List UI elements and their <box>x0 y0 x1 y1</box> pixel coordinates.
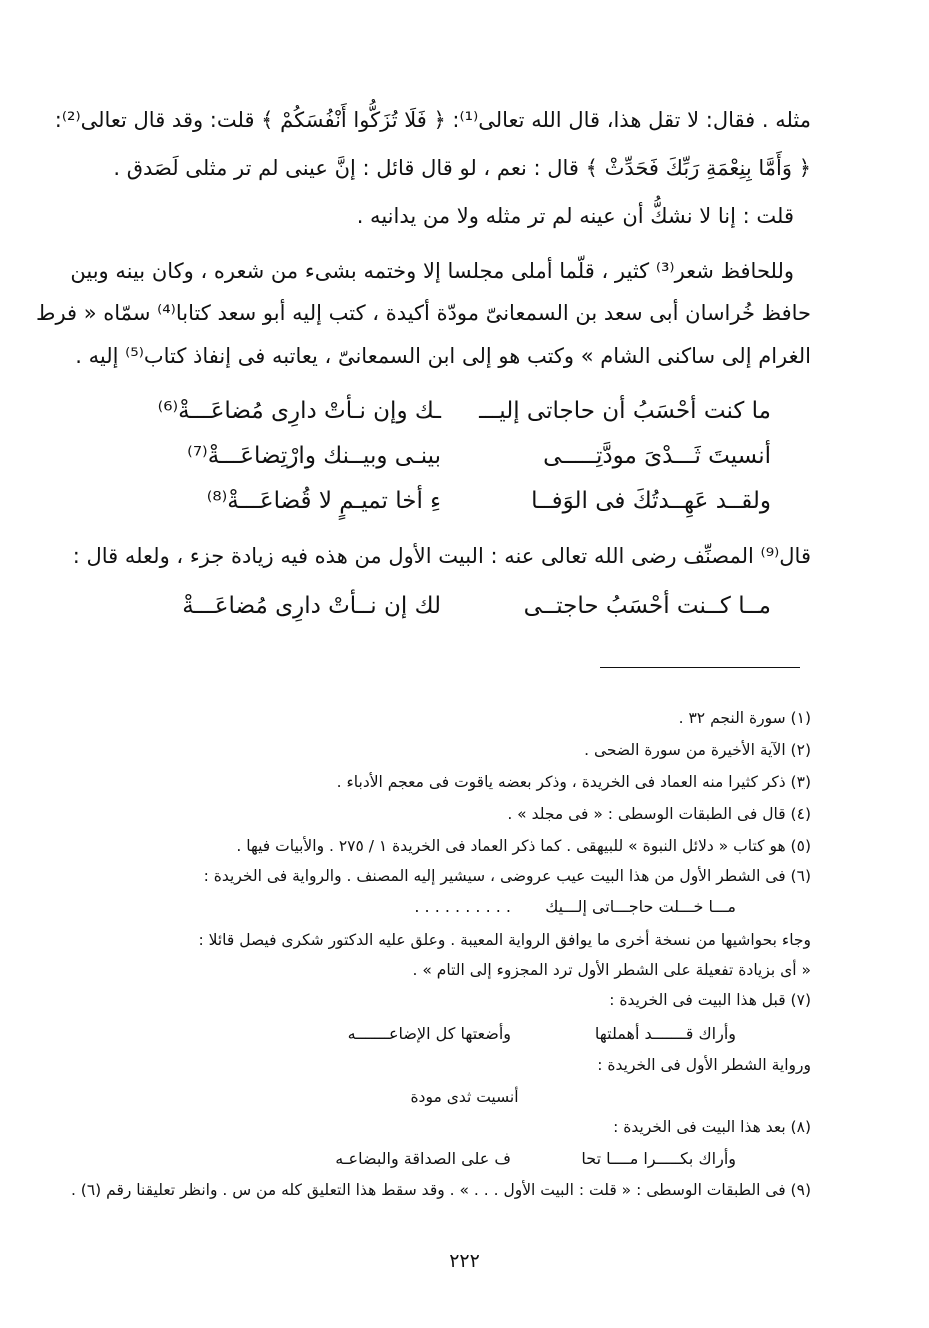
author-verse-first-hemistich: مــا كــنت أحْسَبُ حاجتــى <box>523 593 771 619</box>
verse-3-second-hemistich: ءِ أخا تميـمٍ لا قُضاعَـــةْ⁽⁸⁾ <box>206 488 441 514</box>
verse-3-first-hemistich: ولقــد عَهِــدتُكَ فى الوَفــا <box>531 488 771 514</box>
body-line-1: مثله . فقال: لا تقل هذا، قال الله تعالى⁽¹⁾: ﴿ فَلَا تُزَكُّوا أَنْفُسَكُمْ ﴾ قلت: وقد قال تعالى⁽²⁾: <box>54 108 811 132</box>
footnote-8: (٨) بعد هذا البيت فى الخريدة : <box>613 1118 811 1136</box>
footnote-7-verse-second: وأضعتها كل الإضاعـــــــه <box>347 1024 511 1043</box>
footnote-separator <box>600 667 800 668</box>
body-line-5: حافظ خُراسان أبى سعد بن السمعانىّ مودّة أكيدة ، كتب إليه أبو سعد كتابا⁽⁴⁾ سمّاه « فرط <box>36 301 811 325</box>
footnote-9: (٩) فى الطبقات الوسطى : « قلت : البيت الأول . . . » . وقد سقط هذا التعليق كله من س . وانظر تعليقنا رقم (٦) . <box>70 1181 811 1199</box>
verse-2-first-hemistich: أنسيتَ ثَـــدْىَ مودَّتِـــــى <box>543 443 771 469</box>
footnote-5: (٥) هو كتاب « دلائل النبوة » للبيهقى . كما ذكر العماد فى الخريدة ١ / ٢٧٥ . والأبيات فيها . <box>236 837 811 855</box>
footnote-6-quote: « أى بزيادة تفعيلة على الشطر الأول ترد المجزوء إلى التام » . <box>412 961 811 979</box>
footnote-7-alt-label: ورواية الشطر الأول فى الخريدة : <box>597 1056 811 1074</box>
footnote-3: (٣) ذكر كثيرا منه العماد فى الخريدة ، وذكر بعضه ياقوت فى معجم الأدباء . <box>336 773 811 791</box>
verse-1-second-hemistich: ـك وإن نـأتْ دارِى مُضاعَـــةْ⁽⁶⁾ <box>157 398 441 424</box>
footnote-1: (١) سورة النجم ٣٢ . <box>678 709 811 727</box>
body-line-2: ﴿ وَأَمَّا بِنِعْمَةِ رَبِّكَ فَحَدِّثْ ﴾ قال : نعم ، لو قال قائل : إنَّ عينى لم تر مثلى لَصَدق . <box>113 156 811 180</box>
footnote-6: (٦) فى الشطر الأول من هذا البيت عيب عروضى ، سيشير إليه المصنف . والرواية فى الخريدة : <box>203 867 811 885</box>
body-line-4: وللحافظ شعر⁽³⁾ كثير ، قلّما أملى مجلسا إلا وختمه بشىء من شعره ، وكان بينه وبين <box>70 259 794 283</box>
footnote-6-verse-second: . . . . . . . . . . <box>414 897 511 916</box>
author-verse-second-hemistich: لك إن نــأتْ دارِى مُضاعَـــةْ <box>182 593 441 619</box>
footnote-8-verse-first: وأراك بكـــــرا مــــا تحا <box>581 1149 736 1168</box>
footnote-7-verse-first: وأراك قـــــــد أهملتها <box>594 1024 736 1043</box>
author-note: قال⁽⁹⁾ المصنِّف رضى الله تعالى عنه : البيت الأول من هذه فيه زيادة جزء ، ولعله قال : <box>72 544 811 568</box>
page-number: ٢٢٢ <box>449 1250 480 1272</box>
verse-1-first-hemistich: ما كنت أحْسَبُ أن حاجاتى إليـــ <box>479 398 771 424</box>
footnote-7: (٧) قبل هذا البيت فى الخريدة : <box>609 991 811 1009</box>
footnote-7-alt-text: أنسيت ثدى مودة <box>410 1088 519 1106</box>
body-line-6: الغرام إلى ساكنى الشام » وكتب هو إلى ابن السمعانىّ ، يعاتبه فى إنفاذ كتاب⁽⁵⁾ إليه . <box>75 344 811 368</box>
footnote-6-verse-first: مـــا خـــلت حاجـــاتى إلـــيك <box>545 897 736 916</box>
footnote-2: (٢) الآية الأخيرة من سورة الضحى . <box>584 741 811 759</box>
verse-2-second-hemistich: بينـى وبيــنك وارْتِضاعَـــةْ⁽⁷⁾ <box>187 443 441 469</box>
body-line-3: قلت : إنا لا نشكُّ أن عينه لم تر مثله ولا من يدانيه . <box>356 204 794 228</box>
footnote-4: (٤) قال فى الطبقات الوسطى : « فى مجلد » . <box>507 805 811 823</box>
footnote-8-verse-second: ف على الصداقة والبضاعـه <box>335 1149 511 1168</box>
footnote-6-continuation: وجاء بحواشيها من نسخة أخرى ما يوافق الرواية المعيبة . وعلق عليه الدكتور شكرى فيصل قائلا : <box>198 931 811 949</box>
